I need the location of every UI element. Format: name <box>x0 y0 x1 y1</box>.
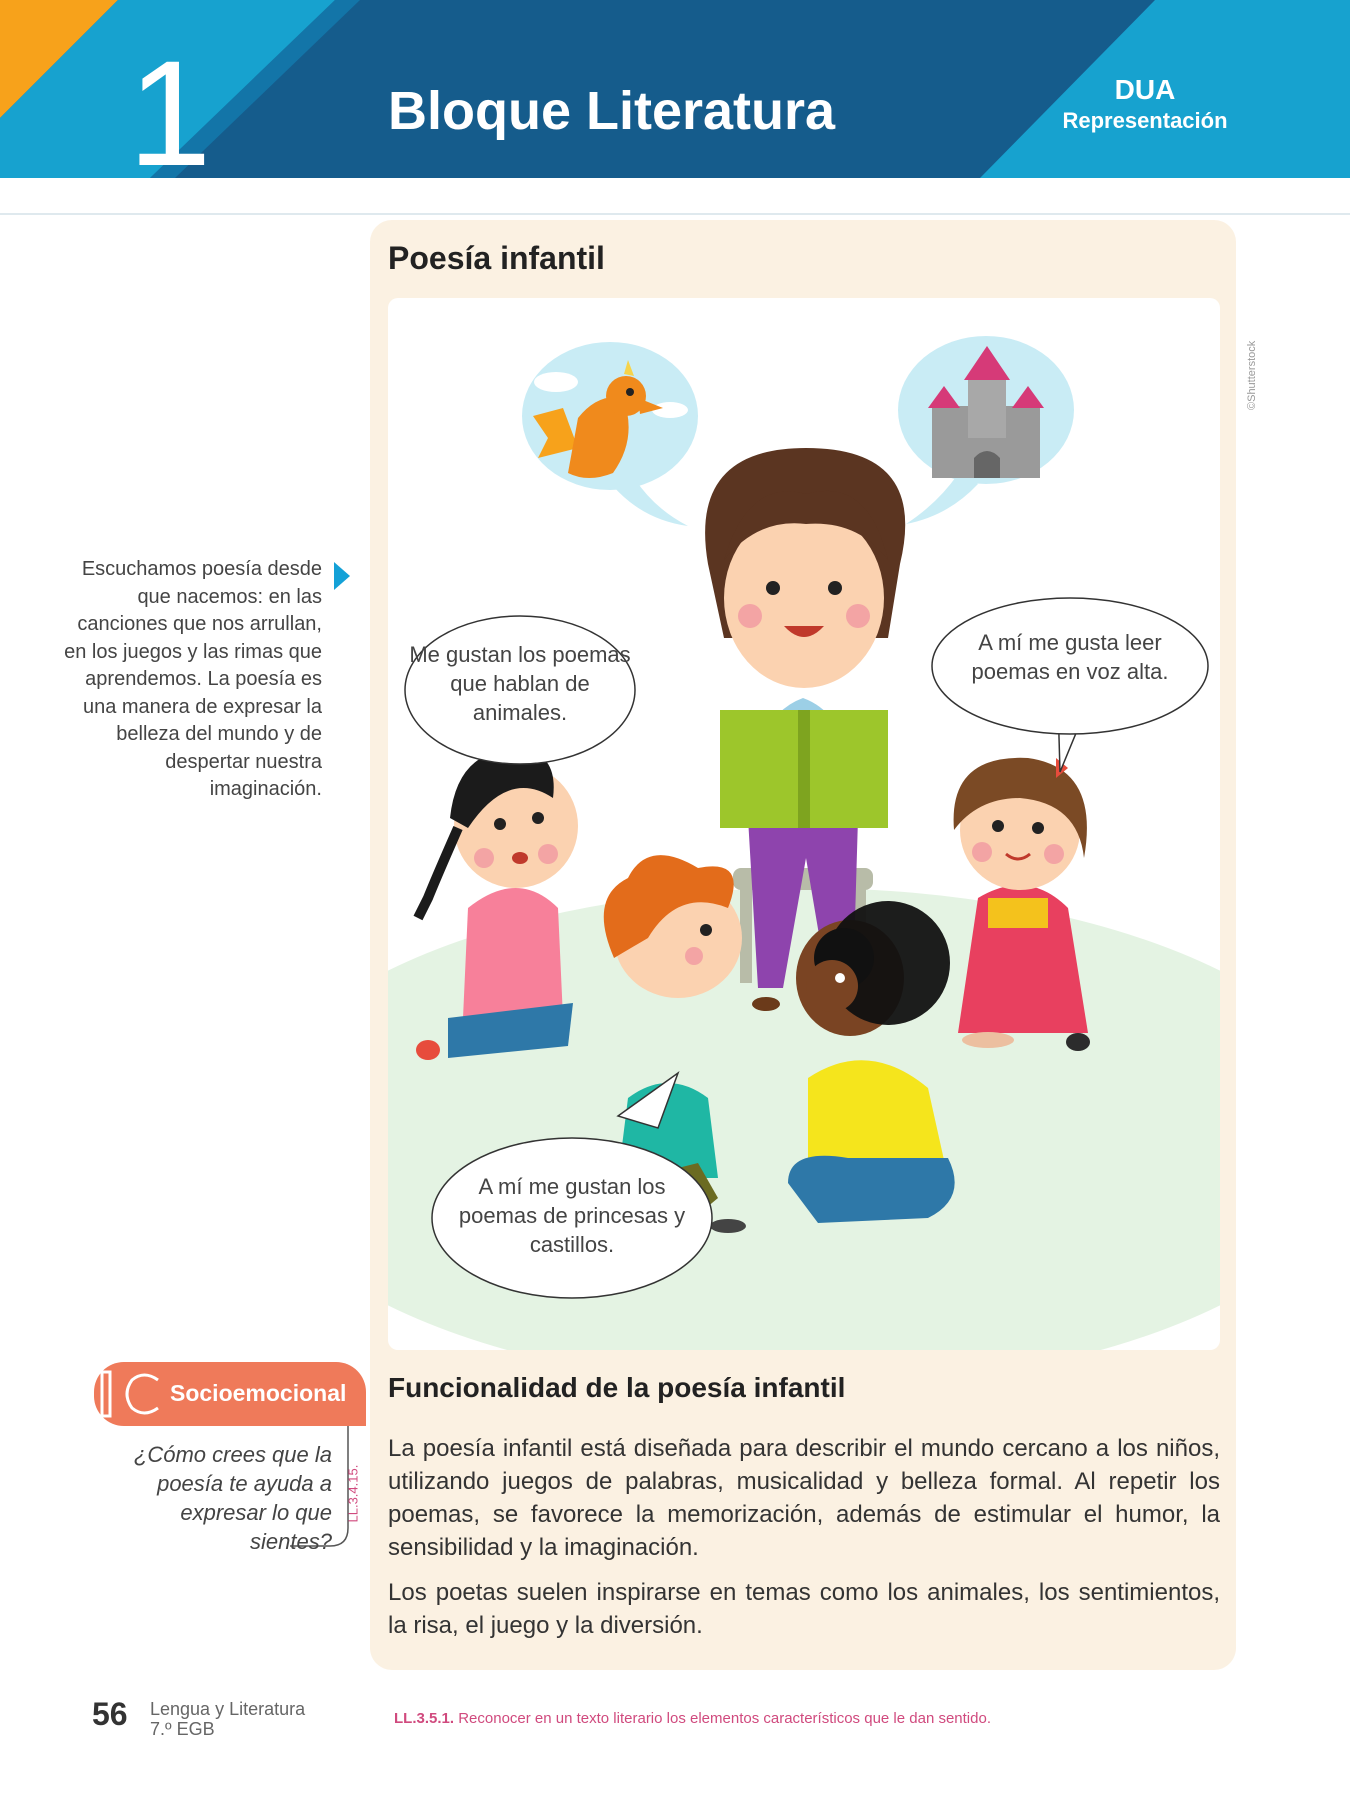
bubble-text-girl-left: Me gustan los poemas que hablan de animales. <box>409 642 631 725</box>
bubble-text-boy: A mí me gustan los poemas de princesas y castillos. <box>458 1174 686 1257</box>
footer-subject: Lengua y Literatura <box>150 1699 306 1719</box>
socio-skill-code <box>342 1430 366 1540</box>
pointer-arrow-icon <box>334 562 350 590</box>
footer-grade: 7.º EGB <box>150 1719 215 1739</box>
bubble-text-girl-right: A mí me gusta leer poemas en voz alta. <box>971 630 1169 684</box>
castle-thought-bubble <box>898 336 1074 524</box>
block-number: 1 <box>128 29 212 197</box>
block-title: Bloque Literatura <box>388 81 836 141</box>
dragon-thought-bubble <box>522 342 698 526</box>
paragraph-1: La poesía infantil está diseñada para describir el mundo cercano a los niños, utilizando juegos de palabras, musicalidad y belleza formal. Al repetir los poemas, se favorece la memorización, además de estimular el humor, la sensibilidad y la imaginación. <box>388 1435 1220 1561</box>
paragraph-2: Los poetas suelen inspirarse en temas como los animales, los sentimientos, la risa, el juego y la diversión. <box>388 1579 1220 1639</box>
criterion-code: LL.3.5.1. <box>394 1710 455 1727</box>
criterion-text: Reconocer en un texto literario los elementos característicos que le dan sentido. <box>458 1710 991 1727</box>
dua-subtitle: Representación <box>1062 108 1228 133</box>
footer-criterion <box>394 1710 991 1727</box>
illustration <box>388 298 1220 1350</box>
image-credit-text: ©Shutterstock <box>1246 340 1258 410</box>
subsection-title: Funcionalidad de la poesía infantil <box>388 1372 846 1403</box>
ic-logo-icon <box>94 1362 174 1426</box>
socio-question: ¿Cómo crees que la poesía te ayuda a expresar lo que sientes? <box>133 1442 332 1554</box>
header-divider <box>0 213 1350 215</box>
image-credit <box>1236 300 1266 420</box>
socio-label: Socioemocional <box>170 1380 347 1406</box>
dua-title: DUA <box>1114 74 1176 105</box>
socio-skill-code-text: LL.3.4.15. <box>345 1464 361 1523</box>
page-number: 56 <box>92 1696 128 1732</box>
intro-sidebar-text: Escuchamos poesía desde que nacemos: en las canciones que nos arrullan, en los juegos y las rimas que aprendemos. La poesía es una manera de expresar la belleza del mundo y de despertar nuestra imaginación. <box>64 558 322 800</box>
section-title: Poesía infantil <box>388 240 605 276</box>
